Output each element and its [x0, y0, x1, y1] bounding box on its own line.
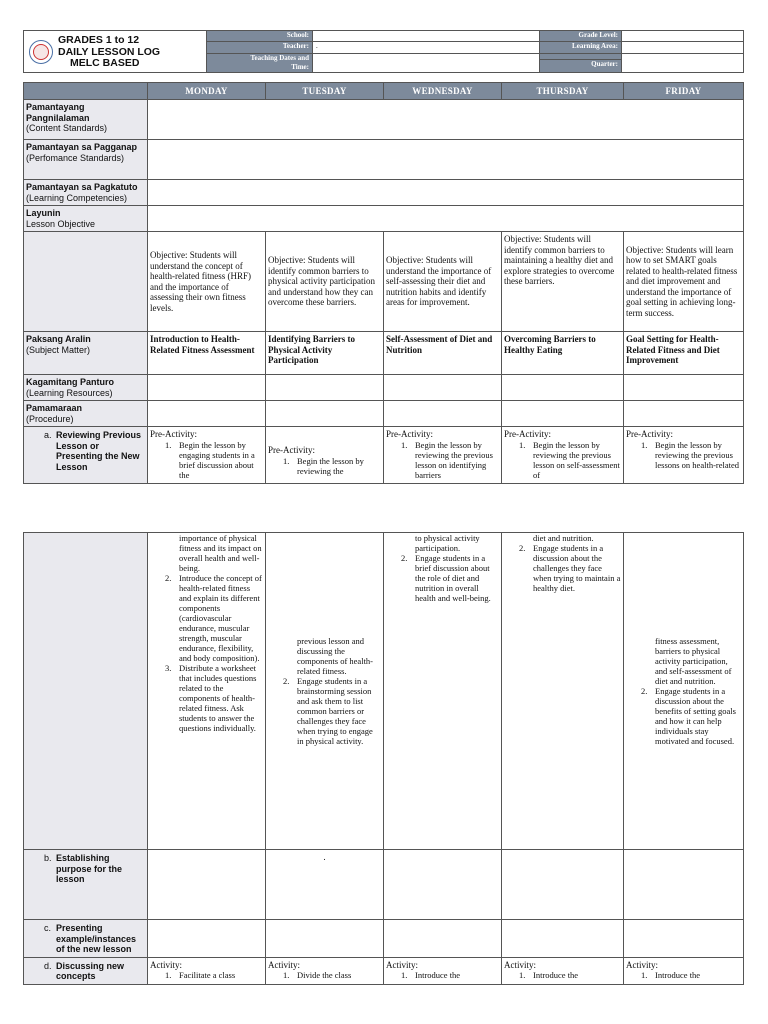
list-text: Begin the lesson by reviewing the	[297, 455, 364, 476]
proc-b-tuesday-mark: .	[323, 852, 326, 862]
lesson-log-table-page2	[23, 532, 744, 985]
proc-a-friday	[624, 427, 744, 484]
list-text: Introduce the concept of health-related fitness and explain its different components (cardiovascular endurance, muscular strength, muscular endurance, flexibility, and body composition).	[179, 573, 262, 663]
list-item	[268, 970, 381, 980]
list-text: previous lesson and discussing the components of health-related fitness.	[297, 636, 374, 676]
teaching-dates-field[interactable]	[313, 53, 540, 72]
topic-thursday: Overcoming Barriers to Healthy Eating	[502, 332, 624, 375]
topic-wednesday: Self-Assessment of Diet and Nutrition	[384, 332, 502, 375]
proc-a-friday-cont	[624, 533, 744, 850]
list-item	[150, 573, 263, 663]
proc-c-wednesday[interactable]	[384, 920, 502, 958]
content-standards-title: Pamantayang Pangnilalaman	[26, 102, 90, 123]
proc-d-wednesday	[384, 957, 502, 984]
list-number: 1.	[283, 970, 290, 980]
list-text: Introduce the	[415, 970, 461, 980]
topic-friday: Goal Setting for Health-Related Fitness and Diet Improvement	[624, 332, 744, 375]
proc-a-letter: a.	[44, 430, 52, 440]
competencies-sub: (Learning Competencies)	[26, 192, 128, 203]
school-field[interactable]	[313, 31, 540, 42]
objective-label	[24, 206, 148, 232]
list-item	[504, 533, 621, 543]
list-number: 1.	[401, 970, 408, 980]
subject-matter-label	[24, 332, 148, 375]
proc-b-tuesday[interactable]	[266, 850, 384, 920]
day-friday: FRIDAY	[624, 83, 744, 100]
proc-c-monday[interactable]	[148, 920, 266, 958]
proc-a-wednesday	[384, 427, 502, 484]
corner-cell	[24, 83, 148, 100]
proc-d-letter: d.	[44, 960, 52, 971]
list-item	[504, 440, 621, 480]
activity-label: Activity:	[150, 959, 182, 970]
pre-activity-label: Pre-Activity:	[268, 445, 315, 455]
procedure-label	[24, 401, 148, 427]
teaching-dates-label	[207, 53, 313, 72]
list-number: 2.	[283, 676, 290, 686]
list-item	[150, 440, 263, 480]
objective-monday: Objective: Students will understand the concept of health-related fitness (HRF) and the importance of assessing their own fitness levels.	[148, 232, 266, 332]
list-number: 2.	[519, 543, 526, 553]
teacher-label: Teacher:	[207, 42, 313, 53]
list-text: Introduce the	[533, 970, 579, 980]
list-item	[268, 676, 381, 746]
resources-tuesday[interactable]	[266, 375, 384, 401]
proc-c-thursday[interactable]	[502, 920, 624, 958]
list-text: importance of physical fitness and its impact on overall health and well-being.	[179, 533, 262, 573]
list-number: 1.	[165, 970, 172, 980]
list-text: Engage students in a discussion about the challenges they face when trying to maintain a healthy diet.	[533, 543, 621, 593]
list-number: 2.	[401, 553, 408, 563]
title-line-1: GRADES 1 to 12	[58, 34, 140, 46]
resources-title: Kagamitang Panturo	[26, 377, 115, 387]
quarter-field[interactable]	[622, 53, 744, 72]
procedure-tuesday[interactable]	[266, 401, 384, 427]
pre-activity-label: Pre-Activity:	[150, 429, 197, 439]
list-item	[386, 533, 499, 553]
pre-activity-label: Pre-Activity:	[504, 429, 551, 439]
list-item	[504, 543, 621, 593]
resources-label	[24, 375, 148, 401]
performance-standards-label	[24, 140, 148, 180]
list-text: Distribute a worksheet that includes questions related to the components of health-related fitness. Ask students to answer the questions individually.	[179, 663, 257, 733]
quarter-label: Quarter:	[540, 59, 622, 72]
list-number: 1.	[283, 455, 290, 466]
day-tuesday: TUESDAY	[266, 83, 384, 100]
list-number: 1.	[641, 970, 648, 980]
procedure-friday[interactable]	[624, 401, 744, 427]
day-monday: MONDAY	[148, 83, 266, 100]
day-thursday: THURSDAY	[502, 83, 624, 100]
list-number: 1.	[641, 439, 648, 450]
proc-b-friday[interactable]	[624, 850, 744, 920]
procedure-wednesday[interactable]	[384, 401, 502, 427]
list-item	[150, 663, 263, 733]
list-item	[626, 686, 741, 746]
list-text: fitness assessment, barriers to physical activity participation, and self-assessment of diet and nutrition.	[655, 636, 732, 686]
subject-matter-title: Paksang Aralin	[26, 334, 91, 344]
proc-a-wednesday-cont	[384, 533, 502, 850]
list-number: 1.	[165, 439, 172, 450]
learning-area-field[interactable]	[622, 42, 744, 53]
list-item	[626, 970, 741, 980]
list-item	[386, 553, 499, 603]
proc-d-monday	[148, 957, 266, 984]
resources-thursday[interactable]	[502, 375, 624, 401]
list-text: diet and nutrition.	[533, 533, 594, 543]
proc-a-continued-label	[24, 533, 148, 850]
performance-standards-sub: (Perfomance Standards)	[26, 152, 125, 163]
list-number: 1.	[401, 439, 408, 450]
list-item	[268, 636, 381, 676]
title-line-2: DAILY LESSON LOG	[58, 45, 161, 58]
list-number: 1.	[519, 439, 526, 450]
proc-a-thursday-cont	[502, 533, 624, 850]
list-text: Divide the class	[297, 970, 352, 980]
list-text: Engage students in a discussion about the benefits of setting goals and how it can help individuals stay motivated and focused.	[655, 686, 736, 746]
list-item	[150, 533, 263, 573]
teaching-dates-label-1: Teaching Dates and	[250, 53, 309, 62]
topic-monday: Introduction to Health-Related Fitness Assessment	[148, 332, 266, 375]
content-standards-label	[24, 100, 148, 140]
list-item	[626, 636, 741, 686]
header-title-cell	[24, 31, 207, 73]
resources-wednesday[interactable]	[384, 375, 502, 401]
list-item	[386, 440, 499, 480]
list-item	[268, 456, 381, 476]
resources-friday[interactable]	[624, 375, 744, 401]
proc-a-text: Reviewing Previous Lesson or Presenting the New Lesson	[56, 430, 142, 472]
list-number: 1.	[519, 970, 526, 980]
proc-d-friday	[624, 957, 744, 984]
proc-c-label	[24, 920, 148, 958]
list-text: Begin the lesson by engaging students in a brief discussion about the	[179, 439, 255, 480]
grade-level-label: Grade Level:	[540, 31, 622, 42]
deped-seal-icon	[29, 40, 53, 64]
topic-tuesday: Identifying Barriers to Physical Activity Participation	[266, 332, 384, 375]
proc-b-letter: b.	[44, 853, 52, 863]
proc-a-monday-cont	[148, 533, 266, 850]
objective-blank-label	[24, 232, 148, 332]
proc-c-letter: c.	[44, 923, 52, 933]
list-item	[626, 440, 741, 470]
teaching-dates-label-2: Time:	[291, 62, 309, 71]
list-text: Begin the lesson by reviewing the previous lesson on identifying barriers	[415, 439, 493, 480]
proc-d-thursday	[502, 957, 624, 984]
proc-a-thursday	[502, 427, 624, 484]
list-text: Engage students in a brainstorming session and ask them to list common barriers or challenges they face when trying to engage in physical activity.	[297, 676, 373, 746]
proc-a-label	[24, 427, 148, 484]
activity-label: Activity:	[504, 959, 536, 970]
procedure-sub: (Procedure)	[26, 413, 74, 424]
title-line-3: MELC BASED	[70, 57, 140, 69]
header-title	[58, 35, 160, 70]
list-number: 3.	[165, 663, 172, 673]
performance-standards-title: Pamantayan sa Pagganap	[26, 142, 138, 152]
procedure-title: Pamamaraan	[26, 403, 83, 413]
activity-label: Activity:	[268, 959, 300, 970]
objective-field[interactable]	[148, 206, 744, 232]
pre-activity-label: Pre-Activity:	[386, 429, 433, 439]
proc-c-friday[interactable]	[624, 920, 744, 958]
competencies-title: Pamantayan sa Pagkatuto	[26, 182, 138, 192]
lesson-log-table-page1	[23, 82, 744, 484]
objective-title: Layunin	[26, 208, 61, 218]
list-item	[386, 970, 499, 980]
proc-d-tuesday	[266, 957, 384, 984]
proc-b-label	[24, 850, 148, 920]
objective-sub: Lesson Objective	[26, 218, 96, 229]
proc-d-text: Discussing new concepts	[56, 960, 125, 981]
pre-activity-label: Pre-Activity:	[626, 429, 673, 439]
resources-monday[interactable]	[148, 375, 266, 401]
subject-matter-sub: (Subject Matter)	[26, 344, 91, 355]
objective-wednesday: Objective: Students will understand the importance of self-assessing their diet and nutrition habits and identify areas for improvement.	[384, 232, 502, 332]
list-text: Introduce the	[655, 970, 701, 980]
procedure-thursday[interactable]	[502, 401, 624, 427]
list-text: Engage students in a brief discussion about the role of diet and nutrition in overall health and well-being.	[415, 553, 491, 603]
content-standards-sub: (Content Standards)	[26, 123, 108, 133]
learning-area-label: Learning Area:	[540, 42, 622, 53]
proc-c-text: Presenting example/instances of the new lesson	[56, 923, 137, 954]
objective-thursday: Objective: Students will identify common barriers to maintaining a healthy diet and explore strategies to overcome these barriers.	[502, 232, 624, 332]
proc-b-thursday[interactable]	[502, 850, 624, 920]
proc-a-monday	[148, 427, 266, 484]
list-number: 2.	[641, 686, 648, 696]
proc-b-wednesday[interactable]	[384, 850, 502, 920]
dll-header	[23, 30, 744, 73]
activity-label: Activity:	[626, 959, 658, 970]
objective-friday: Objective: Students will learn how to set SMART goals related to health-related fitness and diet improvement and understand the importance of goal setting in achieving long-term success.	[624, 232, 744, 332]
proc-b-text: Establishing purpose for the lesson	[56, 853, 123, 884]
proc-b-monday[interactable]	[148, 850, 266, 920]
content-standards-field[interactable]	[148, 100, 744, 140]
procedure-monday[interactable]	[148, 401, 266, 427]
list-text: Begin the lesson by reviewing the previous lessons on health-related	[655, 439, 740, 470]
proc-d-label	[24, 957, 148, 984]
list-text: to physical activity participation.	[415, 533, 480, 553]
resources-sub: (Learning Resources)	[26, 387, 113, 398]
activity-label: Activity:	[386, 959, 418, 970]
teacher-field[interactable]: .	[313, 42, 540, 53]
list-item	[504, 970, 621, 980]
day-wednesday: WEDNESDAY	[384, 83, 502, 100]
performance-standards-field[interactable]	[148, 140, 744, 180]
school-label: School:	[207, 31, 313, 42]
list-item	[150, 970, 263, 980]
competencies-label	[24, 180, 148, 206]
list-number: 2.	[165, 573, 172, 583]
list-text: Facilitate a class	[179, 970, 236, 980]
proc-a-tuesday	[266, 427, 384, 484]
grade-level-field[interactable]	[622, 31, 744, 42]
proc-c-tuesday[interactable]	[266, 920, 384, 958]
competencies-field[interactable]	[148, 180, 744, 206]
objective-tuesday: Objective: Students will identify common barriers to physical activity participation and understand how they can overcome these barriers.	[266, 232, 384, 332]
list-text: Begin the lesson by reviewing the previous lesson on self-assessment of	[533, 439, 620, 480]
proc-a-tuesday-cont	[266, 533, 384, 850]
